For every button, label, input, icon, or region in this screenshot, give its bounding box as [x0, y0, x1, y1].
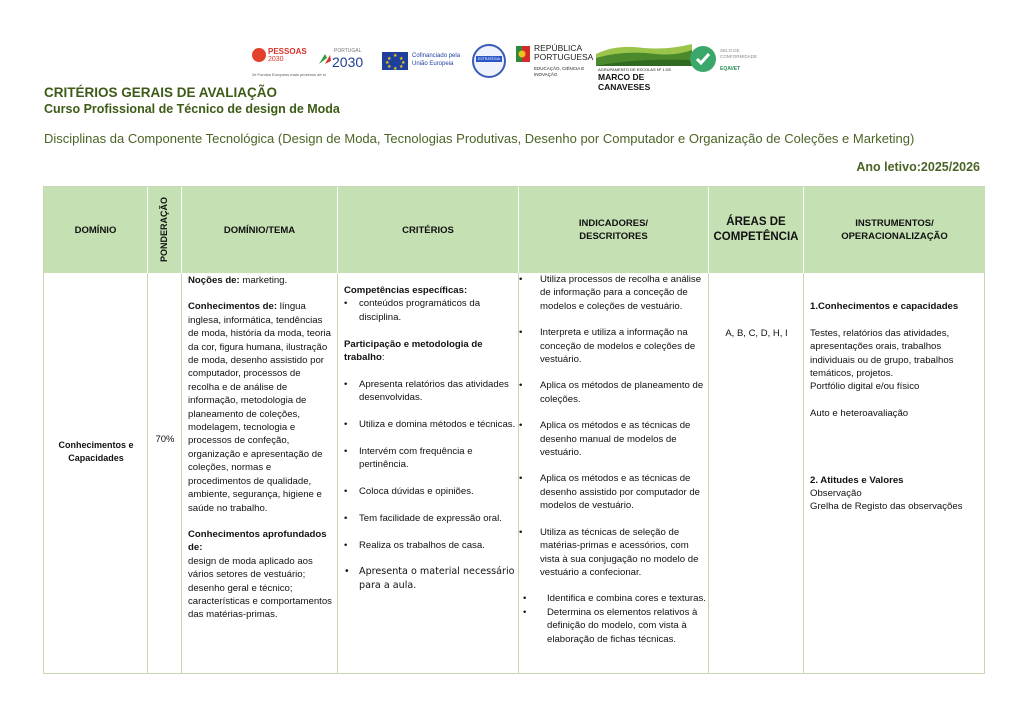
row-indicadores — [519, 273, 707, 646]
header-criterios-label: CRITÉRIOS — [402, 224, 454, 236]
list-item: • Utiliza e domina métodos e técnicas. — [344, 418, 516, 431]
header-indicadores-line2: DESCRITORES — [579, 231, 648, 242]
republica-name — [534, 44, 593, 62]
republica-line2: PORTUGUESA — [534, 52, 594, 62]
eqavet-label — [720, 48, 757, 59]
eqavet-check-icon — [690, 46, 716, 72]
tema-nocoes — [188, 274, 334, 287]
portugal-2030-mark-icon — [318, 52, 332, 66]
document-subtitle: Curso Profissional de Técnico de design de Moda — [44, 102, 340, 116]
criterios-participacao-colon: : — [381, 352, 385, 364]
criterios-competencias-list — [344, 297, 516, 324]
pessoas-logo-tagline: 2e Fundos Europeus mais próximos de si — [252, 72, 326, 77]
hills-icon — [596, 42, 692, 66]
header-ponderacao — [148, 187, 182, 273]
agrupamento-marco-logo — [596, 42, 692, 92]
tema-nocoes-label: Noções de: — [188, 275, 240, 286]
document-title: CRITÉRIOS GERAIS DE AVALIAÇÃO — [44, 85, 278, 100]
instrumentos-portfolio: Portfólio digital e/ou físico — [810, 381, 920, 393]
row-tema — [188, 274, 334, 622]
tema-aprofundados-text: design de moda aplicado aos vários setores de vestuário; desenho geral e técnico; características e comportamentos das matérias-primas. — [188, 555, 332, 621]
tema-aprofundados-label: Conhecimentos aprofundados de: — [188, 528, 327, 554]
criterios-participacao-label: Participação e metodologia de trabalho — [344, 338, 483, 364]
republica-shield-icon — [516, 46, 530, 62]
row-dominio-line1: Conhecimentos e — [58, 440, 134, 450]
estrategia-text: ESTRATÉGIA — [478, 57, 500, 61]
header-tema — [182, 187, 338, 273]
instrumentos-sec1-title: 1.Conhecimentos e capacidades — [810, 301, 959, 312]
row-areas: A, B, C, D, H, I — [725, 328, 788, 339]
portugal-2030-line1: PORTUGAL — [334, 48, 362, 54]
row-ponderacao: 70% — [155, 434, 175, 445]
instrumentos-grelha: Grelha de Registo das observações — [810, 501, 963, 513]
instrumentos-observacao: Observação — [810, 488, 862, 500]
eqavet-line2: CONFORMIDADE — [720, 53, 757, 59]
instrumentos-sec2-title: 2. Atitudes e Valores — [810, 474, 904, 486]
pessoas-logo-line2: 2030 — [268, 56, 284, 63]
republica-ministry: EDUCAÇÃO, CIÊNCIA E INOVAÇÃO — [534, 66, 585, 77]
list-item: • Utiliza processos de recolha e análise de informação para a conceção de modelos e coleções de vestuário. — [519, 273, 707, 313]
row-dominio-line2: Capacidades — [68, 452, 124, 463]
portugal-2030-line2: 2030 — [332, 54, 364, 70]
header-dominio-label: DOMÍNIO — [74, 224, 117, 236]
indicadores-list — [519, 273, 707, 646]
agrupamento-line1: AGRUPAMENTO DE ESCOLAS Nº 1 DE — [598, 67, 672, 72]
list-item: • conteúdos programáticos da disciplina. — [344, 297, 516, 324]
header-instrumentos — [804, 187, 985, 273]
criterios-participacao — [344, 338, 516, 365]
header-instrumentos-line1: INSTRUMENTOS/ — [855, 218, 934, 229]
header-tema-label: DOMÍNIO/TEMA — [223, 224, 296, 236]
disciplines-line: Disciplinas da Componente Tecnológica (Design de Moda, Tecnologias Produtivas, Desenho por Computador e Organização de Coleções e Marketing) — [44, 131, 915, 146]
list-item: • Determina os elementos relativos à definição do modelo, com vista à elaboração de fichas técnicas. — [523, 606, 707, 646]
tema-conhecimentos — [188, 300, 334, 515]
header-instrumentos-line2: OPERACIONALIZAÇÃO — [841, 231, 948, 242]
header-indicadores — [519, 187, 709, 273]
list-item: • Intervém com frequência e pertinência. — [344, 445, 516, 472]
estrategia-badge-logo — [468, 42, 510, 84]
eqavet-line1: SELO DE — [720, 48, 740, 53]
row-instrumentos — [810, 300, 982, 514]
list-item: • Apresenta relatórios das atividades desenvolvidas. — [344, 378, 516, 405]
list-item: • Realiza os trabalhos de casa. — [344, 539, 516, 552]
list-item: • Aplica os métodos e as técnicas de desenho manual de modelos de vestuário. — [519, 419, 707, 459]
criteria-table — [43, 186, 985, 674]
republica-line1: REPÚBLICA — [534, 43, 583, 53]
list-item: • Utiliza as técnicas de seleção de matérias-primas e acessórios, com vista à sua conjugação no modelo de vestuário a confecionar. — [519, 526, 707, 580]
list-item: • Aplica os métodos e as técnicas de desenho assistido por computador de modelos de vestuário. — [519, 472, 707, 512]
col-divider-2 — [148, 273, 182, 673]
list-item: • Aplica os métodos de planeamento de coleções. — [519, 379, 707, 406]
criterios-participacao-list — [344, 378, 516, 592]
list-item: • Tem facilidade de expressão oral. — [344, 512, 516, 525]
tema-conhecimentos-text: língua inglesa, informática, tendências de moda, história da moda, teoria da cor, figura humana, ilustração de moda, desenho assistido por computador, processos de recolha e de análise de informação, metodologia de planeamento de coleções, modelagem, tecnologia e processos de confeção, organização e apresentação de coleções, normas e procedimentos de qualidade, ambiente, segurança, higiene e saúde no trabalho. — [188, 301, 331, 514]
header-dominio — [44, 187, 148, 273]
row-criterios — [344, 284, 516, 592]
pessoas-circle-icon — [252, 48, 266, 62]
tema-nocoes-text: marketing. — [239, 275, 288, 286]
list-item: • Interpreta e utiliza a informação na conceção de modelos e coleções de vestuário. — [519, 326, 707, 366]
criterios-competencias-label: Competências específicas: — [344, 285, 468, 296]
header-indicadores-line1: INDICADORES/ — [578, 218, 649, 229]
row-dominio — [44, 439, 148, 464]
header-ponderacao-label: PONDERAÇÃO — [159, 197, 169, 263]
col-divider-1 — [44, 273, 148, 673]
list-item: • Identifica e combina cores e texturas. — [523, 592, 707, 605]
list-item: • Apresenta o material necessário para a aula. — [344, 565, 516, 592]
school-year: Ano letivo:2025/2026 — [856, 160, 980, 174]
eu-cofinanced-text: Cofinanciado pela União Europeia — [412, 53, 461, 67]
instrumentos-sec1-text: Testes, relatórios das atividades, apresentações orais, trabalhos individuais ou de grupo, trabalhos temáticos, projetos. — [810, 327, 954, 380]
header-areas-line2: COMPETÊNCIA — [713, 231, 799, 243]
logo-strip — [252, 42, 772, 92]
eqavet-line3: EQAVET — [720, 66, 741, 72]
list-item: • Coloca dúvidas e opiniões. — [344, 485, 516, 498]
instrumentos-auto: Auto e heteroavaliação — [810, 408, 909, 420]
header-criterios — [338, 187, 519, 273]
header-areas — [709, 187, 804, 273]
agrupamento-line2: MARCO DE CANAVESES — [598, 72, 651, 92]
eu-flag-icon: ★ ★ ★ ★ ★ ★ ★ ★ — [382, 52, 408, 70]
tema-conhecimentos-label: Conhecimentos de: — [188, 301, 278, 313]
header-areas-line1: ÁREAS DE — [726, 216, 786, 228]
pessoas-logo-line1: PESSOAS — [268, 47, 307, 56]
